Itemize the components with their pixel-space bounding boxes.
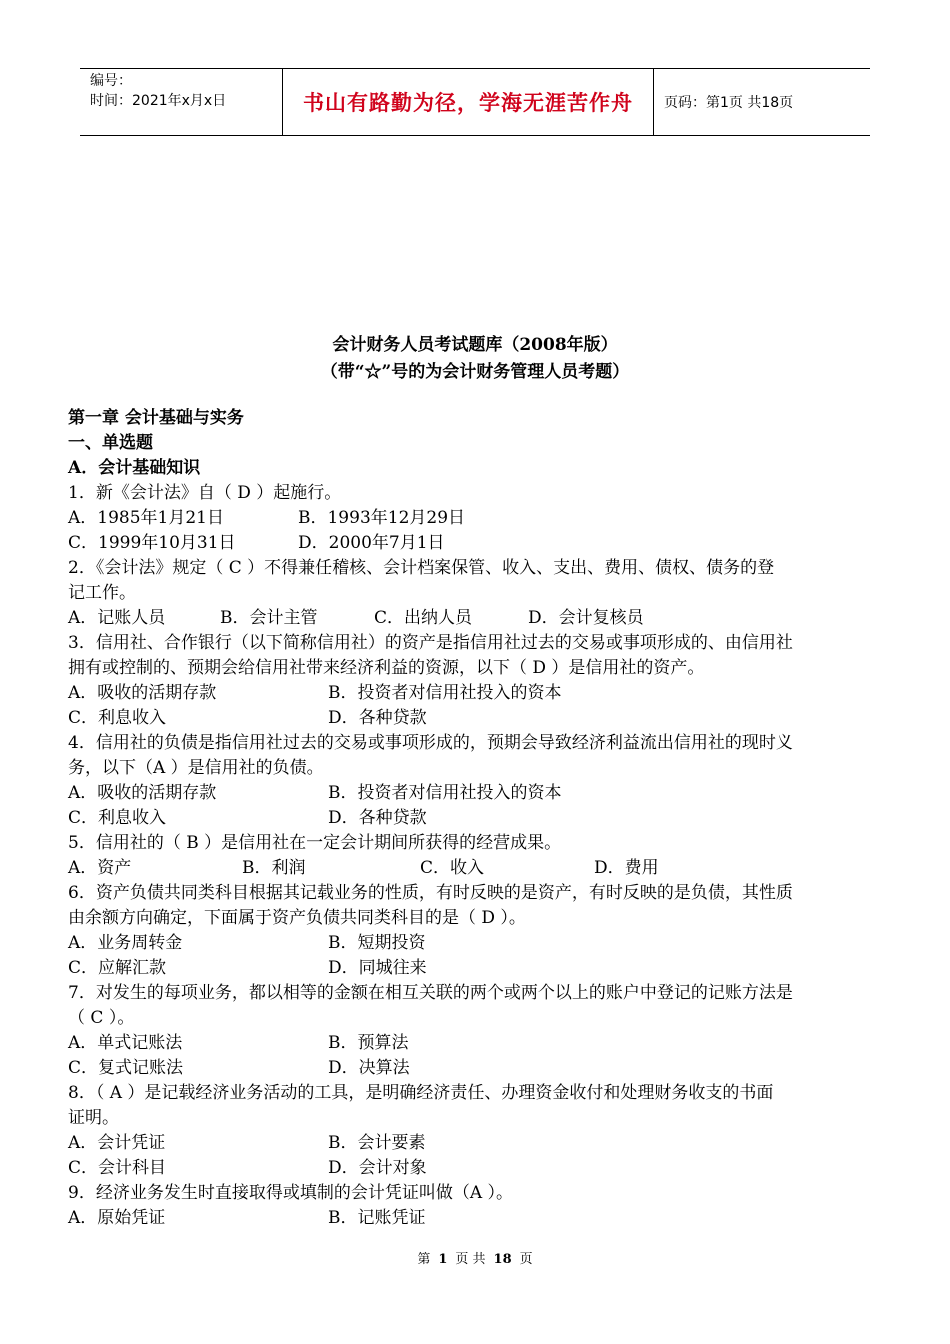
q4-option-c: C．利息收入	[68, 808, 167, 828]
question-8-line1: 8．（ A ）是记载经济业务活动的工具，是明确经济责任、办理资金收付和处理财务收支的书面	[68, 1083, 774, 1103]
q3-option-d: D．各种贷款	[328, 708, 427, 728]
subsection-heading: A．会计基础知识	[68, 458, 201, 478]
header-page-label: 页码：第1页 共18页	[664, 95, 794, 111]
question-4-line1: 4．信用社的负债是指信用社过去的交易或事项形成的，预期会导致经济利益流出信用社的现时义	[68, 733, 793, 753]
date-label: 时间：2021年x月x日	[90, 93, 227, 109]
section-heading: 一、单选题	[68, 433, 153, 453]
q3-option-c: C．利息收入	[68, 708, 167, 728]
q6-option-c: C．应解汇款	[68, 958, 167, 978]
q2-option-a: A．记账人员	[68, 608, 166, 628]
number-label: 编号：	[90, 73, 132, 89]
q5-option-a: A．资产	[68, 858, 132, 878]
q4-option-a: A．吸收的活期存款	[68, 783, 217, 803]
question-9: 9．经济业务发生时直接取得或填制的会计凭证叫做（A ）。	[68, 1183, 513, 1203]
q6-option-a: A．业务周转金	[68, 933, 183, 953]
q8-option-a: A．会计凭证	[68, 1133, 166, 1153]
q3-option-a: A．吸收的活期存款	[68, 683, 217, 703]
q1-option-a: A．1985年1月21日	[68, 508, 224, 528]
question-6-line1: 6．资产负债共同类科目根据其记载业务的性质，有时反映的是资产，有时反映的是负债，其性质	[68, 883, 793, 903]
page-header	[80, 68, 870, 136]
footer-mid: 页 共	[455, 1252, 486, 1267]
footer-prefix: 第	[417, 1252, 431, 1267]
q7-option-a: A．单式记账法	[68, 1033, 183, 1053]
q8-option-c: C．会计科目	[68, 1158, 167, 1178]
question-5: 5．信用社的（ B ）是信用社在一定会计期间所获得的经营成果。	[68, 833, 562, 853]
q2-option-d: D．会计复核员	[528, 608, 644, 628]
footer-page-number: 1	[438, 1252, 448, 1267]
q8-option-d: D．会计对象	[328, 1158, 427, 1178]
question-1: 1．新《会计法》自（ D ）起施行。	[68, 483, 342, 503]
header-motto: 书山有路勤为径，学海无涯苦作舟	[282, 69, 654, 135]
q5-option-c: C．收入	[420, 858, 485, 878]
q1-option-c: C．1999年10月31日	[68, 533, 236, 553]
q8-option-b: B．会计要素	[328, 1133, 426, 1153]
q6-option-b: B．短期投资	[328, 933, 426, 953]
page-footer	[0, 1248, 950, 1267]
doc-title: 会计财务人员考试题库（2008年版）	[332, 335, 618, 355]
chapter-heading: 第一章 会计基础与实务	[68, 408, 244, 428]
q9-option-a: A．原始凭证	[68, 1208, 166, 1228]
footer-suffix: 页	[519, 1252, 533, 1267]
question-3-line2: 拥有或控制的、预期会给信用社带来经济利益的资源，以下（ D ）是信用社的资产。	[68, 658, 705, 678]
q9-option-b: B．记账凭证	[328, 1208, 426, 1228]
q7-option-b: B．预算法	[328, 1033, 409, 1053]
question-4-line2: 务，以下（A ）是信用社的负债。	[68, 758, 324, 778]
footer-total-pages: 18	[493, 1252, 512, 1267]
q4-option-d: D．各种贷款	[328, 808, 427, 828]
q2-option-c: C．出纳人员	[374, 608, 473, 628]
question-3-line1: 3．信用社、合作银行（以下简称信用社）的资产是指信用社过去的交易或事项形成的、由信用社	[68, 633, 793, 653]
q3-option-b: B．投资者对信用社投入的资本	[328, 683, 562, 703]
question-2-line2: 记工作。	[68, 583, 136, 603]
q7-option-c: C．复式记账法	[68, 1058, 184, 1078]
q2-option-b: B．会计主管	[220, 608, 318, 628]
q5-option-b: B．利润	[242, 858, 306, 878]
q7-option-d: D．决算法	[328, 1058, 410, 1078]
header-info	[80, 69, 282, 135]
question-7-line1: 7．对发生的每项业务，都以相等的金额在相互关联的两个或两个以上的账户中登记的记账方法是	[68, 983, 793, 1003]
question-6-line2: 由余额方向确定，下面属于资产负债共同类科目的是（ D ）。	[68, 908, 526, 928]
q1-option-d: D．2000年7月1日	[298, 533, 445, 553]
doc-subtitle: （带“☆”号的为会计财务管理人员考题）	[320, 362, 630, 382]
q4-option-b: B．投资者对信用社投入的资本	[328, 783, 562, 803]
q1-option-b: B．1993年12月29日	[298, 508, 466, 528]
q6-option-d: D．同城往来	[328, 958, 427, 978]
question-8-line2: 证明。	[68, 1108, 119, 1128]
q5-option-d: D．费用	[594, 858, 659, 878]
question-7-line2: （ C ）。	[68, 1008, 135, 1028]
question-2-line1: 2．《会计法》规定（ C ）不得兼任稽核、会计档案保管、收入、支出、费用、债权、债务的登	[68, 558, 775, 578]
